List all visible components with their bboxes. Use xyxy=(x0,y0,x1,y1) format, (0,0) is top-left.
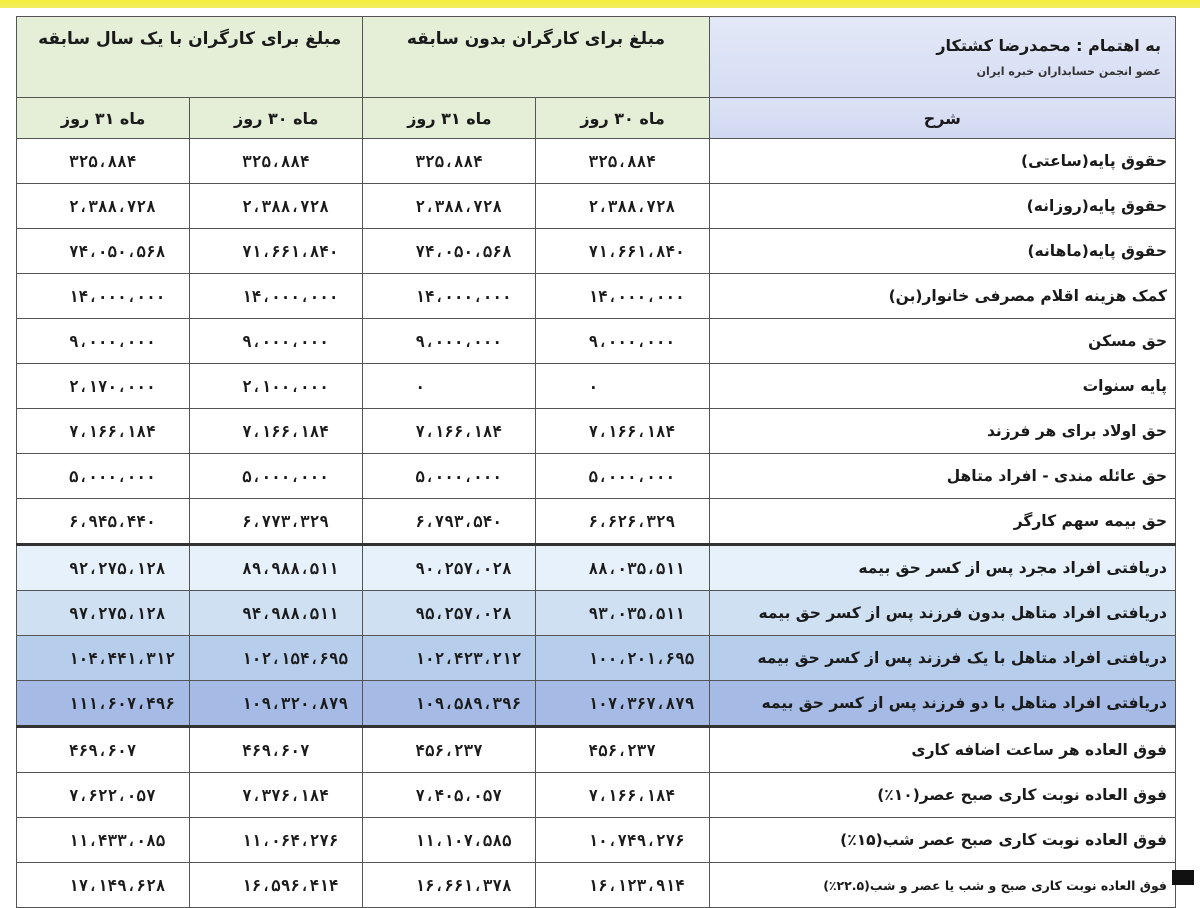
value-cell: ۵،۰۰۰،۰۰۰ xyxy=(363,454,536,499)
row-label: پایه سنوات xyxy=(709,364,1175,409)
value-cell: ۷۱،۶۶۱،۸۴۰ xyxy=(190,229,363,274)
table-row xyxy=(17,681,1176,727)
value-cell: ۹،۰۰۰،۰۰۰ xyxy=(363,319,536,364)
salary-table-sheet xyxy=(16,16,1176,895)
value-cell: ۷،۶۲۲،۰۵۷ xyxy=(17,773,190,818)
row-label: حق عائله مندی - افراد متاهل xyxy=(709,454,1175,499)
value-cell: ۳۲۵،۸۸۴ xyxy=(17,139,190,184)
value-cell: ۲،۳۸۸،۷۲۸ xyxy=(363,184,536,229)
row-label: کمک هزینه اقلام مصرفی خانوار(بن) xyxy=(709,274,1175,319)
row-label: حقوق پایه(ماهانه) xyxy=(709,229,1175,274)
value-cell: ۱۶،۱۲۳،۹۱۴ xyxy=(536,863,709,908)
table-row xyxy=(17,139,1176,184)
table-row xyxy=(17,545,1176,591)
row-label: دریافتی افراد متاهل با دو فرزند پس از کسر حق بیمه xyxy=(709,681,1175,727)
value-cell: ۱۶،۵۹۶،۴۱۴ xyxy=(190,863,363,908)
value-cell: ۷،۳۷۶،۱۸۴ xyxy=(190,773,363,818)
value-cell: ۷،۱۶۶،۱۸۴ xyxy=(190,409,363,454)
column-header-30-days: ماه ۳۰ روز xyxy=(536,98,709,139)
group-header-one-year: مبلغ برای کارگران با یک سال سابقه xyxy=(17,17,363,98)
value-cell: ۲،۱۷۰،۰۰۰ xyxy=(17,364,190,409)
table-row xyxy=(17,499,1176,545)
value-cell: ۱۴،۰۰۰،۰۰۰ xyxy=(536,274,709,319)
value-cell: ۱۰۹،۳۲۰،۸۷۹ xyxy=(190,681,363,727)
row-label: حق اولاد برای هر فرزند xyxy=(709,409,1175,454)
column-header-31-days: ماه ۳۱ روز xyxy=(17,98,190,139)
value-cell: ۱۴،۰۰۰،۰۰۰ xyxy=(17,274,190,319)
value-cell: ۷،۱۶۶،۱۸۴ xyxy=(536,773,709,818)
value-cell: ۳۲۵،۸۸۴ xyxy=(536,139,709,184)
row-label: دریافتی افراد مجرد پس از کسر حق بیمه xyxy=(709,545,1175,591)
value-cell: ۴۵۶،۲۳۷ xyxy=(536,727,709,773)
value-cell: ۸۹،۹۸۸،۵۱۱ xyxy=(190,545,363,591)
value-cell: ۱۱۱،۶۰۷،۴۹۶ xyxy=(17,681,190,727)
table-row xyxy=(17,319,1176,364)
value-cell: ۱۶،۶۶۱،۳۷۸ xyxy=(363,863,536,908)
value-cell: ۵،۰۰۰،۰۰۰ xyxy=(536,454,709,499)
row-label: حقوق پایه(ساعتی) xyxy=(709,139,1175,184)
value-cell: ۵،۰۰۰،۰۰۰ xyxy=(17,454,190,499)
group-header-no-experience: مبلغ برای کارگران بدون سابقه xyxy=(363,17,709,98)
row-label: دریافتی افراد متاهل با یک فرزند پس از کسر حق بیمه xyxy=(709,636,1175,681)
table-row xyxy=(17,364,1176,409)
value-cell: ۹،۰۰۰،۰۰۰ xyxy=(190,319,363,364)
value-cell: ۱۰۰،۲۰۱،۶۹۵ xyxy=(536,636,709,681)
value-cell: ۷۴،۰۵۰،۵۶۸ xyxy=(363,229,536,274)
column-header-30-days: ماه ۳۰ روز xyxy=(190,98,363,139)
value-cell: ۲،۳۸۸،۷۲۸ xyxy=(190,184,363,229)
row-label: حق مسکن xyxy=(709,319,1175,364)
value-cell: ۶،۹۴۵،۴۴۰ xyxy=(17,499,190,545)
value-cell: ۷۴،۰۵۰،۵۶۸ xyxy=(17,229,190,274)
value-cell: ۹۴،۹۸۸،۵۱۱ xyxy=(190,591,363,636)
table-row xyxy=(17,274,1176,319)
author-role: عضو انجمن حسابداران خبره ایران xyxy=(976,65,1161,78)
value-cell: ۹۲،۲۷۵،۱۲۸ xyxy=(17,545,190,591)
value-cell: ۹۰،۲۵۷،۰۲۸ xyxy=(363,545,536,591)
corner-mark xyxy=(1172,870,1194,885)
value-cell: ۱۰۹،۵۸۹،۳۹۶ xyxy=(363,681,536,727)
row-label: فوق العاده نوبت کاری صبح عصر(۱۰٪) xyxy=(709,773,1175,818)
value-cell: ۹۵،۲۵۷،۰۲۸ xyxy=(363,591,536,636)
value-cell: ۷۱،۶۶۱،۸۴۰ xyxy=(536,229,709,274)
value-cell: ۱۰۲،۴۲۳،۲۱۲ xyxy=(363,636,536,681)
table-row xyxy=(17,454,1176,499)
value-cell: ۹۳،۰۳۵،۵۱۱ xyxy=(536,591,709,636)
value-cell: ۳۲۵،۸۸۴ xyxy=(363,139,536,184)
table-row xyxy=(17,229,1176,274)
value-cell: ۴۵۶،۲۳۷ xyxy=(363,727,536,773)
value-cell: ۲،۳۸۸،۷۲۸ xyxy=(17,184,190,229)
value-cell: ۲،۱۰۰،۰۰۰ xyxy=(190,364,363,409)
value-cell: ۹،۰۰۰،۰۰۰ xyxy=(17,319,190,364)
column-header-31-days: ماه ۳۱ روز xyxy=(363,98,536,139)
author-name: به اهتمام : محمدرضا کشتکار xyxy=(936,36,1161,55)
value-cell: ۶،۷۷۳،۳۲۹ xyxy=(190,499,363,545)
value-cell: ۸۸،۰۳۵،۵۱۱ xyxy=(536,545,709,591)
row-label: فوق العاده هر ساعت اضافه کاری xyxy=(709,727,1175,773)
value-cell: ۰ xyxy=(363,364,536,409)
value-cell: ۶،۶۲۶،۳۲۹ xyxy=(536,499,709,545)
table-row xyxy=(17,591,1176,636)
value-cell: ۱۰۲،۱۵۴،۶۹۵ xyxy=(190,636,363,681)
row-label: فوق العاده نوبت کاری صبح عصر شب(۱۵٪) xyxy=(709,818,1175,863)
row-label: فوق العاده نوبت کاری صبح و شب یا عصر و شب(۲۲.۵٪) xyxy=(709,863,1175,908)
author-cell xyxy=(709,17,1175,98)
value-cell: ۱۰،۷۴۹،۲۷۶ xyxy=(536,818,709,863)
value-cell: ۱۰۷،۳۶۷،۸۷۹ xyxy=(536,681,709,727)
value-cell: ۱۴،۰۰۰،۰۰۰ xyxy=(190,274,363,319)
value-cell: ۹۷،۲۷۵،۱۲۸ xyxy=(17,591,190,636)
value-cell: ۴۶۹،۶۰۷ xyxy=(190,727,363,773)
row-label: دریافتی افراد متاهل بدون فرزند پس از کسر حق بیمه xyxy=(709,591,1175,636)
value-cell: ۴۶۹،۶۰۷ xyxy=(17,727,190,773)
table-row xyxy=(17,773,1176,818)
value-cell: ۹،۰۰۰،۰۰۰ xyxy=(536,319,709,364)
table-row xyxy=(17,818,1176,863)
value-cell: ۷،۴۰۵،۰۵۷ xyxy=(363,773,536,818)
row-label: حقوق پایه(روزانه) xyxy=(709,184,1175,229)
value-cell: ۲،۳۸۸،۷۲۸ xyxy=(536,184,709,229)
column-header-description: شرح xyxy=(709,98,1175,139)
table-row xyxy=(17,727,1176,773)
table-row xyxy=(17,636,1176,681)
salary-table xyxy=(16,16,1176,908)
value-cell: ۱۴،۰۰۰،۰۰۰ xyxy=(363,274,536,319)
value-cell: ۱۱،۱۰۷،۵۸۵ xyxy=(363,818,536,863)
value-cell: ۱۱،۰۶۴،۲۷۶ xyxy=(190,818,363,863)
row-label: حق بیمه سهم کارگر xyxy=(709,499,1175,545)
value-cell: ۰ xyxy=(536,364,709,409)
value-cell: ۳۲۵،۸۸۴ xyxy=(190,139,363,184)
value-cell: ۵،۰۰۰،۰۰۰ xyxy=(190,454,363,499)
value-cell: ۱۰۴،۴۴۱،۳۱۲ xyxy=(17,636,190,681)
table-row xyxy=(17,863,1176,908)
table-row xyxy=(17,184,1176,229)
value-cell: ۱۱،۴۳۳،۰۸۵ xyxy=(17,818,190,863)
value-cell: ۷،۱۶۶،۱۸۴ xyxy=(536,409,709,454)
table-row xyxy=(17,409,1176,454)
top-highlight-bar xyxy=(0,0,1200,8)
value-cell: ۱۷،۱۴۹،۶۲۸ xyxy=(17,863,190,908)
value-cell: ۶،۷۹۳،۵۴۰ xyxy=(363,499,536,545)
value-cell: ۷،۱۶۶،۱۸۴ xyxy=(17,409,190,454)
value-cell: ۷،۱۶۶،۱۸۴ xyxy=(363,409,536,454)
